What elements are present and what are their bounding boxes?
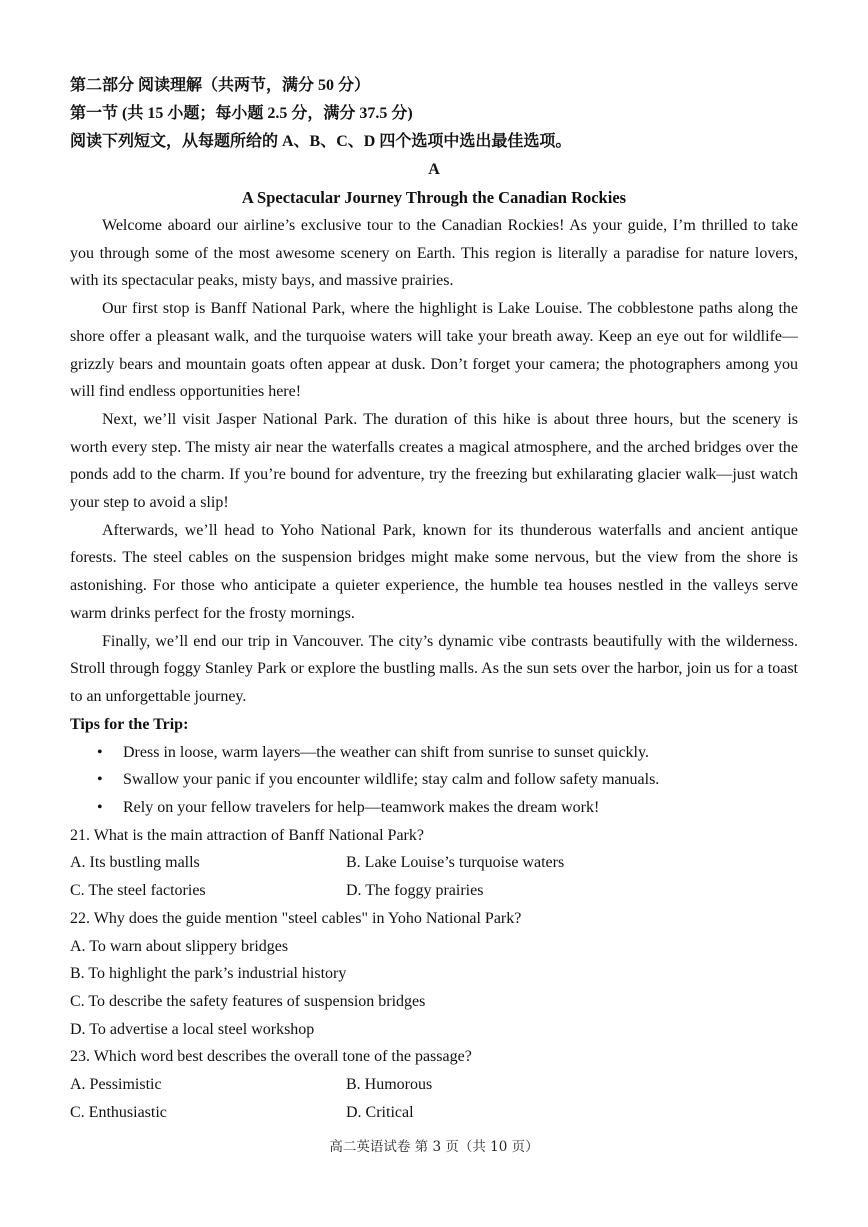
passage-paragraph: Next, we’ll visit Jasper National Park. The duration of this hike is about three hours, but the scenery is worth every step. The misty air near the waterfalls creates a magical atmosphere, and the arched bridges over the ponds add to the charm. If you’re bound for adventure, try the freezing but exhilarating glacier walk—just watch your step to avoid a slip!	[70, 410, 798, 512]
option-d: D. To advertise a local steel workshop	[70, 1020, 315, 1038]
question-21-options-row-2	[70, 877, 798, 905]
bullet-icon: •	[97, 799, 103, 817]
tips-list	[70, 739, 798, 822]
option-b: B. Lake Louise’s turquoise waters	[346, 854, 565, 872]
exam-page	[70, 72, 798, 1127]
passage-paragraph: Afterwards, we’ll head to Yoho National Park, known for its thunderous waterfalls and ancient antique forests. The steel cables on the suspension bridges might make some nervous, but the view from the shore is astonishing. For those who anticipate a quieter experience, the humble tea houses nestled in the valleys serve warm drinks perfect for the frosty mornings.	[70, 521, 798, 622]
tip-item	[97, 766, 798, 794]
option-a: A. Its bustling malls	[70, 854, 200, 872]
bullet-icon: •	[97, 743, 103, 761]
question-22-stem: 22. Why does the guide mention "steel cables" in Yoho National Park?	[70, 909, 522, 927]
option-d: D. The foggy prairies	[346, 882, 484, 900]
passage-paragraph: Welcome aboard our airline’s exclusive tour to the Canadian Rockies! As your guide, I’m thrilled to take you through some of the most awesome scenery on Earth. This region is literally a paradise for nature lovers, with its spectacular peaks, misty bays, and massive prairies.	[70, 217, 798, 290]
question-21-options-row-1	[70, 849, 798, 877]
question-23-stem: 23. Which word best describes the overall tone of the passage?	[70, 1048, 472, 1066]
instruction-text: 阅读下列短文，从每题所给的 A、B、C、D 四个选项中选出最佳选项。	[70, 133, 572, 150]
part-heading: 第二部分 阅读理解（共两节，满分 50 分）	[70, 77, 371, 94]
tips-heading: Tips for the Trip:	[70, 715, 189, 733]
option-b: B. Humorous	[346, 1076, 433, 1094]
tip-text: Rely on your fellow travelers for help—teamwork makes the dream work!	[123, 799, 600, 817]
question-23-options-row-1	[70, 1071, 798, 1099]
page-footer: 高二英语试卷 第 3 页（共 10 页）	[329, 1139, 539, 1155]
tip-text: Swallow your panic if you encounter wildlife; stay calm and follow safety manuals.	[123, 771, 660, 789]
passage-letter: A	[428, 161, 440, 178]
option-d: D. Critical	[346, 1103, 414, 1121]
tip-item	[97, 739, 798, 767]
passage-paragraph: Finally, we’ll end our trip in Vancouver. The city’s dynamic vibe contrasts beautifully with the wilderness. Stroll through foggy Stanley Park or explore the bustling malls. As the sun sets over the harbor, join us for a toast to an unforgettable journey.	[70, 632, 798, 705]
question-21-stem: 21. What is the main attraction of Banff National Park?	[70, 826, 424, 844]
option-c: C. Enthusiastic	[70, 1103, 167, 1121]
bullet-icon: •	[97, 771, 103, 789]
section-heading: 第一节 (共 15 小题；每小题 2.5 分，满分 37.5 分)	[70, 105, 413, 122]
option-a: A. Pessimistic	[70, 1076, 162, 1094]
option-c: C. To describe the safety features of suspension bridges	[70, 992, 426, 1010]
option-a: A. To warn about slippery bridges	[70, 937, 289, 955]
option-b: B. To highlight the park’s industrial history	[70, 965, 347, 983]
question-23-options-row-2	[70, 1099, 798, 1127]
tip-text: Dress in loose, warm layers—the weather can shift from sunrise to sunset quickly.	[123, 743, 649, 761]
passage-paragraph: Our first stop is Banff National Park, where the highlight is Lake Louise. The cobblestone paths along the shore offer a pleasant walk, and the turquoise waters will take your breath away. Keep an eye out for wildlife—grizzly bears and mountain goats often appear at dusk. Don’t forget your camera; the photographers among you will find endless opportunities here!	[70, 300, 798, 401]
tip-item	[97, 794, 798, 822]
passage-title: A Spectacular Journey Through the Canadian Rockies	[241, 188, 627, 207]
option-c: C. The steel factories	[70, 882, 206, 900]
